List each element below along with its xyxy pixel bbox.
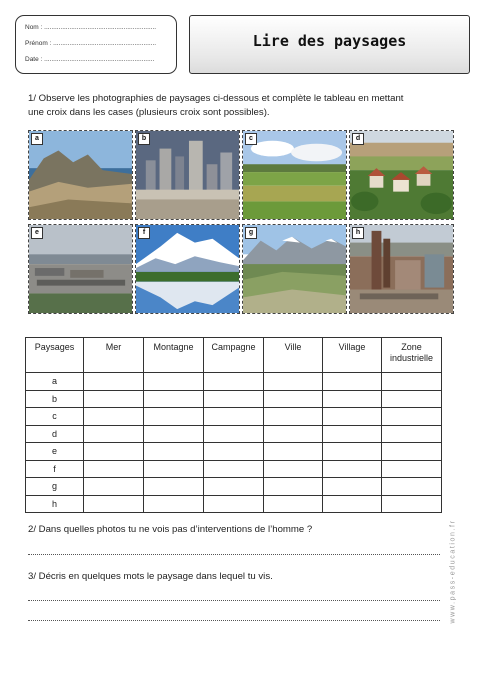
question-2: 2/ Dans quelles photos tu ne vois pas d’interventions de l’homme ?: [28, 524, 313, 535]
answer-cell[interactable]: [323, 495, 382, 513]
photo-grid: [28, 130, 456, 316]
photo-c: [242, 130, 347, 220]
header-montagne: Montagne: [144, 338, 204, 373]
answer-cell[interactable]: [264, 373, 323, 391]
answer-cell[interactable]: [323, 373, 382, 391]
answer-cell[interactable]: [382, 373, 442, 391]
answer-cell[interactable]: [264, 390, 323, 408]
photo-g-label: g: [245, 227, 257, 239]
photo-d: [349, 130, 454, 220]
date-field[interactable]: Date : .............................................................: [25, 56, 155, 63]
answer-cell[interactable]: [382, 425, 442, 443]
photo-c-label: c: [245, 133, 257, 145]
header-village: Village: [323, 338, 382, 373]
answer-cell[interactable]: [323, 478, 382, 496]
answer-cell[interactable]: [264, 495, 323, 513]
answer-cell[interactable]: [84, 460, 144, 478]
answer-cell[interactable]: [382, 443, 442, 461]
table-row: [26, 443, 442, 461]
table-row: [26, 408, 442, 426]
answer-cell[interactable]: [144, 408, 204, 426]
photo-e-label: e: [31, 227, 43, 239]
answer-cell[interactable]: [323, 390, 382, 408]
answer-cell[interactable]: [323, 460, 382, 478]
header-mer: Mer: [84, 338, 144, 373]
answer-cell[interactable]: [84, 408, 144, 426]
row-label: d: [26, 425, 84, 443]
photo-b-label: b: [138, 133, 150, 145]
firstname-field[interactable]: Prénom : .........................................................: [25, 40, 157, 47]
question-1: [28, 92, 403, 120]
photo-e-image: [29, 225, 132, 313]
answer-cell[interactable]: [204, 425, 264, 443]
answer-cell[interactable]: [382, 390, 442, 408]
photo-b: [135, 130, 240, 220]
photo-f: [135, 224, 240, 314]
answer-cell[interactable]: [144, 460, 204, 478]
photo-h: [349, 224, 454, 314]
table-row: [26, 495, 442, 513]
answer-cell[interactable]: [264, 408, 323, 426]
header-campagne: Campagne: [204, 338, 264, 373]
header-paysages: Paysages: [26, 338, 84, 373]
photo-d-label: d: [352, 133, 364, 145]
answer-cell[interactable]: [264, 425, 323, 443]
photo-a: [28, 130, 133, 220]
identification-box: [15, 15, 177, 74]
answer-cell[interactable]: [323, 408, 382, 426]
answer-cell[interactable]: [204, 408, 264, 426]
row-label: g: [26, 478, 84, 496]
answer-line-q2[interactable]: [28, 554, 440, 555]
row-label: b: [26, 390, 84, 408]
table-row: [26, 425, 442, 443]
answer-cell[interactable]: [84, 425, 144, 443]
answer-cell[interactable]: [204, 495, 264, 513]
photo-a-image: [29, 131, 132, 219]
name-field[interactable]: Nom : ..............................................................: [25, 24, 157, 31]
table-row: [26, 478, 442, 496]
answer-cell[interactable]: [204, 443, 264, 461]
answer-cell[interactable]: [204, 390, 264, 408]
row-label: f: [26, 460, 84, 478]
photo-h-image: [350, 225, 453, 313]
header-ville: Ville: [264, 338, 323, 373]
answer-cell[interactable]: [323, 425, 382, 443]
answer-line-q3-1[interactable]: [28, 600, 440, 601]
row-label: h: [26, 495, 84, 513]
row-label: e: [26, 443, 84, 461]
table-row: [26, 460, 442, 478]
answer-cell[interactable]: [84, 478, 144, 496]
answer-cell[interactable]: [264, 460, 323, 478]
question-3: 3/ Décris en quelques mots le paysage dans lequel tu vis.: [28, 571, 273, 582]
answer-cell[interactable]: [204, 460, 264, 478]
answer-cell[interactable]: [84, 373, 144, 391]
answer-cell[interactable]: [204, 478, 264, 496]
row-label: a: [26, 373, 84, 391]
watermark-text: www.pass-education.fr: [449, 519, 457, 624]
answer-cell[interactable]: [84, 495, 144, 513]
answer-cell[interactable]: [144, 373, 204, 391]
table-row: [26, 390, 442, 408]
photo-f-image: [136, 225, 239, 313]
answer-cell[interactable]: [264, 478, 323, 496]
question-1-line-2: une croix dans les cases (plusieurs croix sont possibles).: [28, 107, 270, 118]
answer-cell[interactable]: [382, 478, 442, 496]
answer-cell[interactable]: [204, 373, 264, 391]
photo-g-image: [243, 225, 346, 313]
landscape-table: [25, 337, 442, 513]
photo-f-label: f: [138, 227, 150, 239]
question-1-line-1: 1/ Observe les photographies de paysages ci-dessous et complète le tableau en mettant: [28, 93, 404, 104]
photo-c-image: [243, 131, 346, 219]
answer-cell[interactable]: [264, 443, 323, 461]
photo-h-label: h: [352, 227, 364, 239]
photo-e: [28, 224, 133, 314]
watermark: [438, 470, 457, 630]
table-row: [26, 373, 442, 391]
answer-cell[interactable]: [84, 443, 144, 461]
answer-cell[interactable]: [144, 425, 204, 443]
answer-cell[interactable]: [382, 495, 442, 513]
answer-line-q3-2[interactable]: [28, 620, 440, 621]
title-box: [189, 15, 470, 74]
answer-cell[interactable]: [382, 460, 442, 478]
photo-a-label: a: [31, 133, 43, 145]
answer-cell[interactable]: [144, 443, 204, 461]
row-label: c: [26, 408, 84, 426]
answer-cell[interactable]: [144, 495, 204, 513]
answer-cell[interactable]: [323, 443, 382, 461]
page-title: Lire des paysages: [252, 32, 407, 50]
answer-cell[interactable]: [84, 390, 144, 408]
photo-g: [242, 224, 347, 314]
answer-cell[interactable]: [144, 478, 204, 496]
answer-cell[interactable]: [382, 408, 442, 426]
photo-b-image: [136, 131, 239, 219]
photo-d-image: [350, 131, 453, 219]
table-header-row: [26, 338, 442, 373]
header-zone-industrielle: Zone industrielle: [382, 338, 442, 373]
answer-cell[interactable]: [144, 390, 204, 408]
